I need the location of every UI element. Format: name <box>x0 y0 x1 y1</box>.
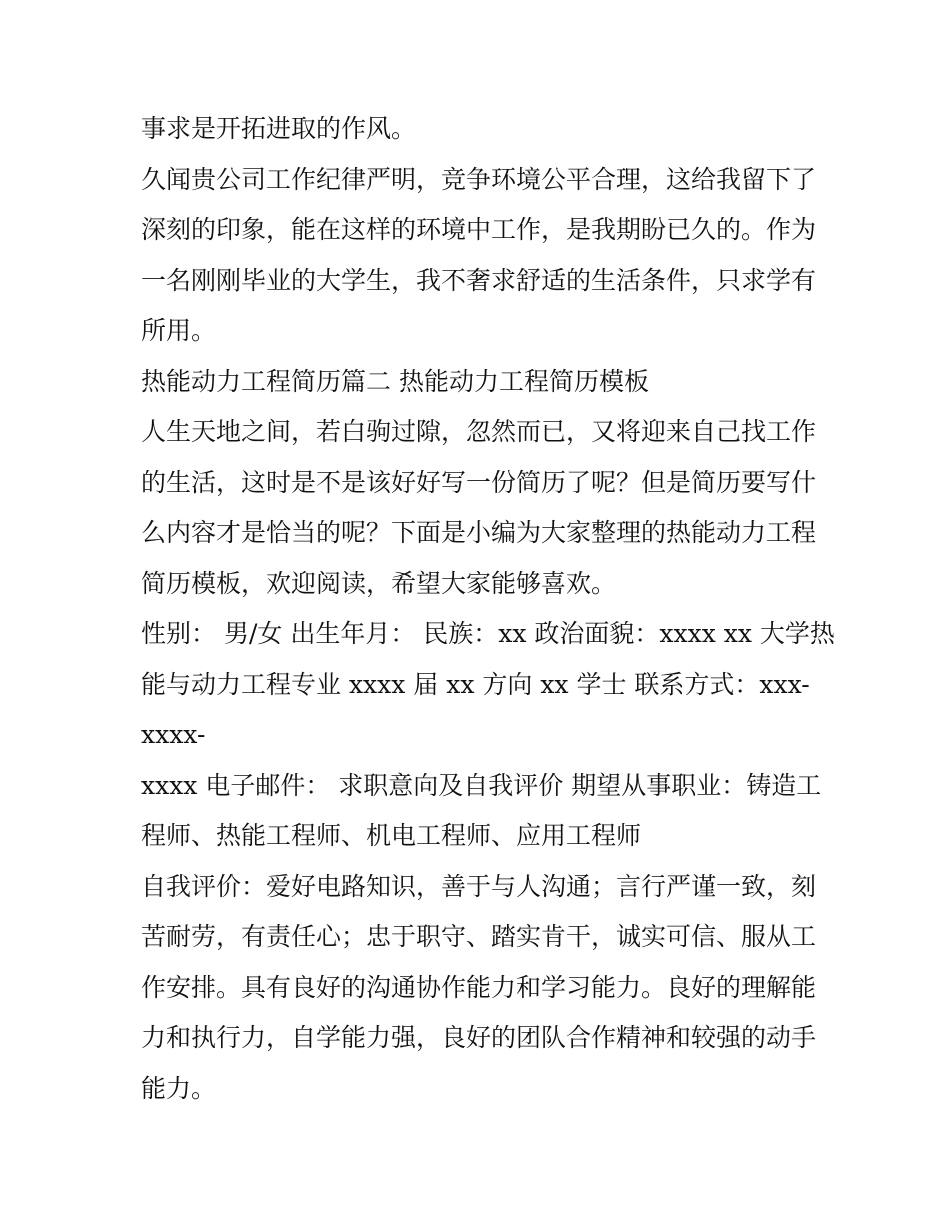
document-body <box>141 104 835 1114</box>
text-line: 事求是开拓进取的作风。 <box>141 114 417 143</box>
text-line: 自我评价：爱好电路知识，善于与人沟通；言行严谨一致，刻 <box>141 871 817 901</box>
text-line: 苦耐劳，有责任心；忠于职守、踏实肯干，诚实可信、服从工 <box>141 922 817 951</box>
text-line: 作安排。具有良好的沟通协作能力和学习能力。良好的理解能 <box>141 972 817 1002</box>
text-line: 程师、热能工程师、机电工程师、应用工程师 <box>141 821 642 850</box>
text-line: xxxx 电子邮件： 求职意向及自我评价 期望从事职业：铸造工 <box>141 770 822 800</box>
text-line: 一名刚刚毕业的大学生，我不奢求舒适的生活条件，只求学有 <box>141 265 817 295</box>
text-line: 力和执行力，自学能力强，良好的团队合作精神和较强的动手 <box>141 1023 817 1052</box>
text-line: 的生活，这时是不是该好好写一份简历了呢？但是简历要写什 <box>141 467 817 497</box>
text-line: xxxx- <box>141 720 206 749</box>
text-line: 简历模板，欢迎阅读，希望大家能够喜欢。 <box>141 568 617 598</box>
text-line: 么内容才是恰当的呢？下面是小编为大家整理的热能动力工程 <box>141 518 817 547</box>
text-line: 久闻贵公司工作纪律严明，竞争环境公平合理，这给我留下了 <box>141 164 817 194</box>
text-line: 性别： 男/女 出生年月： 民族：xx 政治面貌：xxxx xx 大学热 <box>141 619 835 648</box>
section-heading: 热能动力工程简历篇二 热能动力工程简历模板 <box>141 366 649 396</box>
text-line: 深刻的印象，能在这样的环境中工作，是我期盼已久的。作为 <box>141 215 817 244</box>
text-line: 所用。 <box>141 316 217 345</box>
text-line: 人生天地之间，若白驹过隙，忽然而已，又将迎来自己找工作 <box>141 417 817 446</box>
text-line: 能力。 <box>141 1073 217 1103</box>
text-line: 能与动力工程专业 xxxx 届 xx 方向 xx 学士 联系方式：xxx- <box>141 669 810 699</box>
